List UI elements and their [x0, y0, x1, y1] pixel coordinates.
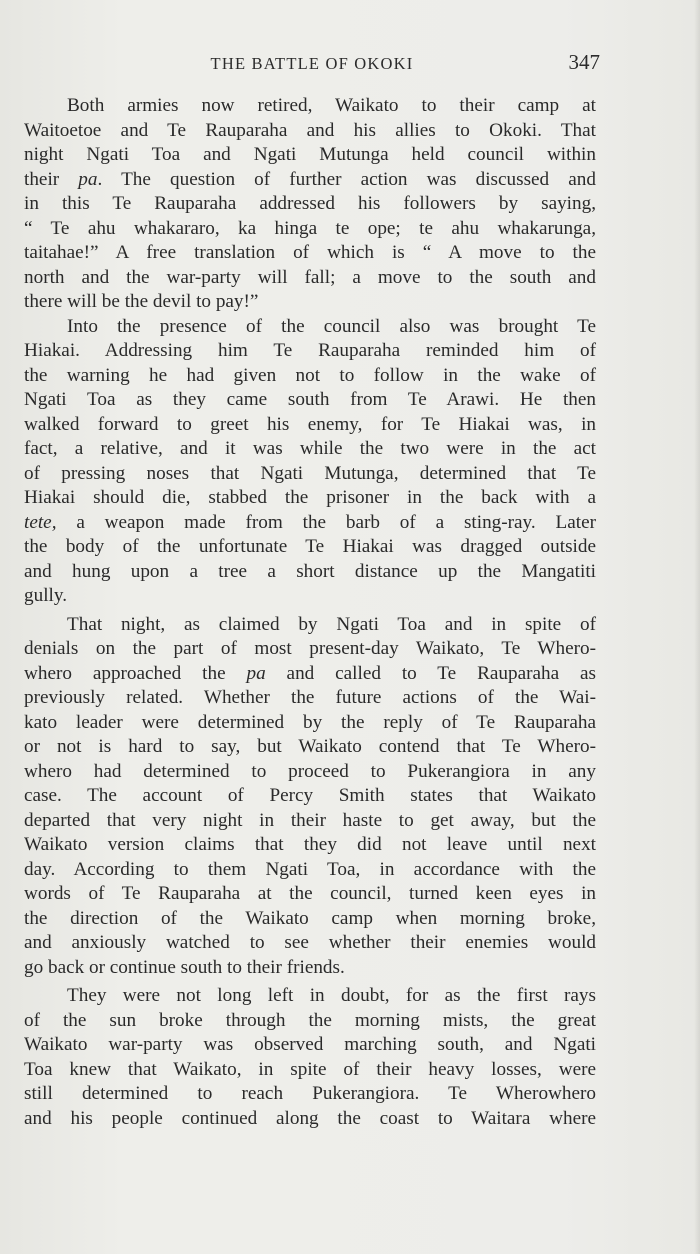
- paragraph: [24, 315, 596, 609]
- text-line: and anxiously watched to see whether their enemies would: [24, 932, 596, 953]
- text-line: fact, a relative, and it was while the two were in the act: [24, 438, 596, 459]
- running-title: THE BATTLE OF OKOKI: [210, 54, 414, 73]
- text-line: day. According to them Ngati Toa, in accordance with the: [24, 858, 596, 880]
- text-line: Toa knew that Waikato, in spite of their heavy losses, were: [24, 1058, 596, 1080]
- text-line: case. The account of Percy Smith states that Waikato: [24, 785, 596, 806]
- text-line: walked forward to greet his enemy, for Te Hiakai was, in: [24, 413, 596, 435]
- text-line: previously related. Whether the future actions of the Wai-: [24, 687, 596, 708]
- text-line: or not is hard to say, but Waikato contend that Te Whero-: [24, 736, 596, 757]
- page-edge-shadow: [694, 0, 700, 1254]
- text-line: Hiakai should die, stabbed the prisoner in the back with a: [24, 487, 596, 508]
- text-line: tete, a weapon made from the barb of a sting-ray. Later: [24, 511, 596, 533]
- text-line: Hiakai. Addressing him Te Rauparaha reminded him of: [24, 340, 596, 361]
- paragraph: [24, 613, 596, 981]
- page-number: 347: [568, 50, 600, 74]
- text-line: words of Te Rauparaha at the council, turned keen eyes in: [24, 883, 596, 904]
- text-line: and hung upon a tree a short distance up the Mangatiti: [24, 560, 596, 582]
- paragraph: [24, 94, 596, 315]
- text-line: the body of the unfortunate Te Hiakai was dragged outside: [24, 536, 596, 557]
- text-line: Ngati Toa as they came south from Te Arawi. He then: [24, 389, 596, 410]
- text-line: whero had determined to proceed to Pukerangiora in any: [24, 760, 596, 782]
- text-line: whero approached the pa and called to Te Rauparaha as: [24, 662, 596, 684]
- text-line: in this Te Rauparaha addressed his followers by saying,: [24, 193, 596, 214]
- text-line: the warning he had given not to follow in the wake of: [24, 364, 596, 386]
- text-line: Waikato war-party was observed marching south, and Ngati: [24, 1034, 596, 1055]
- text-line: Both armies now retired, Waikato to their camp at: [67, 95, 596, 116]
- text-line: go back or continue south to their friends.: [24, 956, 345, 978]
- text-line: north and the war-party will fall; a move to the south and: [24, 266, 596, 288]
- text-line: and his people continued along the coast to Waitara where: [24, 1107, 596, 1129]
- text-line: night Ngati Toa and Ngati Mutunga held council within: [24, 144, 596, 165]
- text-line: denials on the part of most present-day Waikato, Te Whero-: [24, 638, 596, 659]
- text-line: of pressing noses that Ngati Mutunga, determined that Te: [24, 462, 596, 484]
- running-head: [24, 52, 600, 76]
- text-line: “ Te ahu whakararo, ka hinga te ope; te ahu whakarunga,: [24, 217, 596, 239]
- text-line: their pa. The question of further action was discussed and: [24, 168, 596, 190]
- text-line: departed that very night in their haste to get away, but the: [24, 809, 596, 831]
- text-line: the direction of the Waikato camp when morning broke,: [24, 907, 596, 929]
- body-text: [24, 94, 596, 1131]
- text-line: gully.: [24, 585, 67, 606]
- text-line: still determined to reach Pukerangiora. Te Wherowhero: [24, 1083, 596, 1104]
- text-line: taitahae!” A free translation of which is “ A move to the: [24, 242, 596, 263]
- text-line: Waitoetoe and Te Rauparaha and his allies to Okoki. That: [24, 119, 596, 141]
- text-line: Waikato version claims that they did not leave until next: [24, 834, 596, 855]
- paragraph: [24, 984, 596, 1131]
- text-line: there will be the devil to pay!”: [24, 291, 259, 312]
- text-line: That night, as claimed by Ngati Toa and in spite of: [67, 613, 596, 635]
- text-line: They were not long left in doubt, for as the first rays: [67, 985, 596, 1006]
- text-line: kato leader were determined by the reply of Te Rauparaha: [24, 711, 596, 733]
- text-line: Into the presence of the council also was brought Te: [67, 315, 596, 337]
- text-line: of the sun broke through the morning mists, the great: [24, 1009, 596, 1031]
